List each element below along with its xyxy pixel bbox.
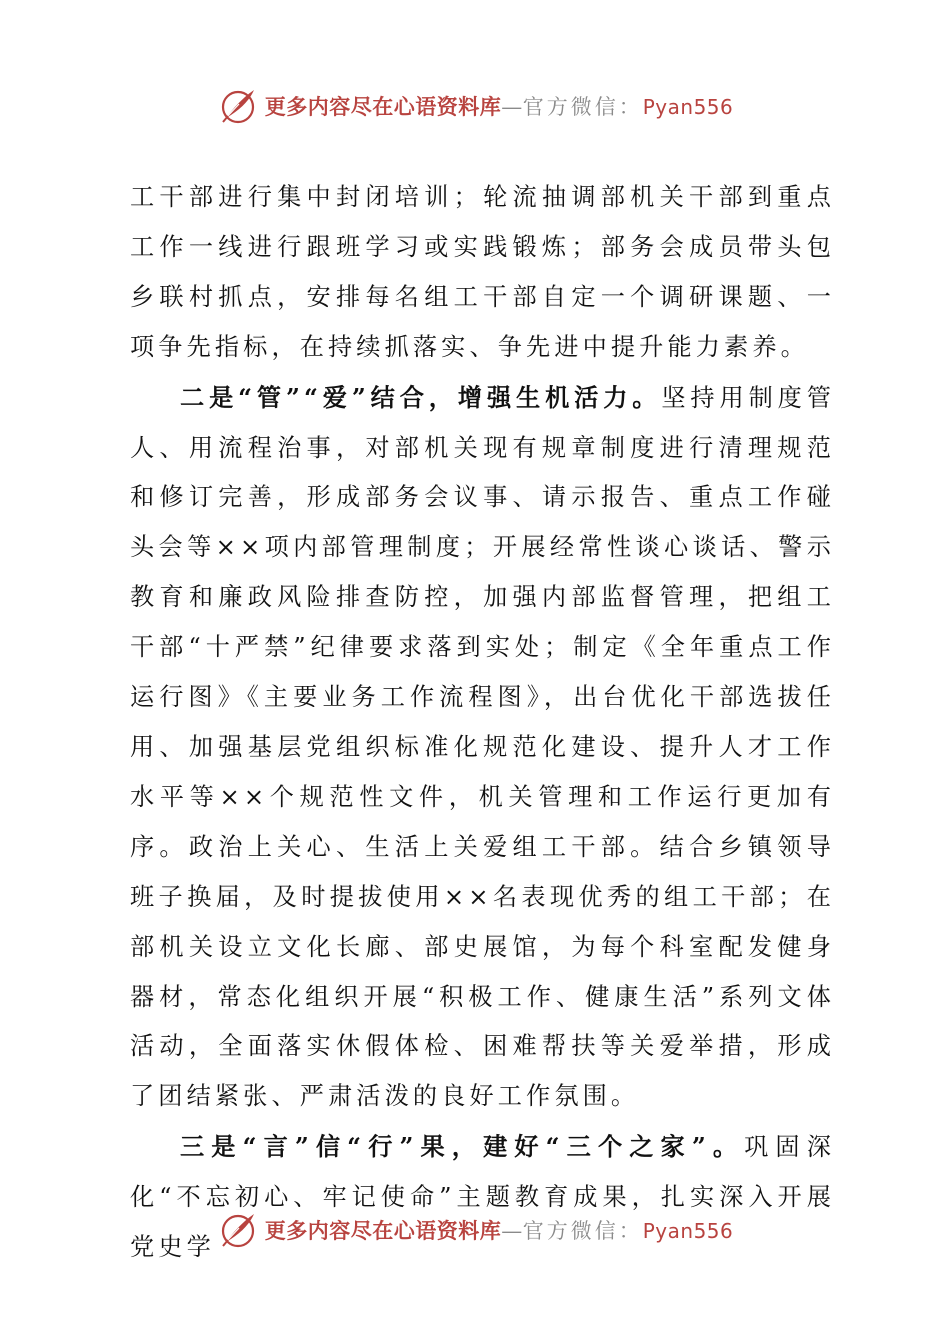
paragraph-2-lead: 二是“管”“爱”结合，增强生机活力。 (180, 382, 662, 412)
header-brand: 更多内容尽在心语资料库 (264, 94, 502, 119)
header-separator: — (501, 95, 523, 119)
paragraph-3-text: 巩固深化“不忘初心、牢记使命”主题教育成果，扎实深入开展党史学 (130, 1133, 835, 1262)
footer-wechat-id: Pyan556 (642, 1219, 734, 1243)
paragraph-1 (130, 173, 835, 373)
header-wechat-id: Pyan556 (642, 95, 734, 119)
header-wechat-label: 官方微信： (522, 95, 643, 119)
footer-brand: 更多内容尽在心语资料库 (264, 1218, 502, 1243)
paragraph-1-text: 工干部进行集中封闭培训；轮流抽调部机关干部到重点工作一线进行跟班学习或实践锻炼；部务会成员带头包乡联村抓点，安排每名组工干部自定一个调研课题、一项争先指标，在持续抓落实、争先进中提升能力素养。 (130, 183, 835, 361)
paragraph-2-text: 坚持用制度管人、用流程治事，对部机关现有规章制度进行清理规范和修订完善，形成部务会议事、请示报告、重点工作碰头会等××项内部管理制度；开展经常性谈心谈话、警示教育和廉政风险排查防控，加强内部监督管理，把组工干部“十严禁”纪律要求落到实处；制定《全年重点工作运行图》《主要业务工作流程图》，出台优化干部选拔任用、加强基层党组织标准化规范化建设、提升人才工作水平等××个规范性文件，机关管理和工作运行更加有序。政治上关心、生活上关爱组工干部。结合乡镇领导班子换届，及时提拔使用××名表现优秀的组工干部；在部机关设立文化长廊、部史展馆，为每个科室配发健身器材，常态化组织开展“积极工作、健康生活”系列文体活动，全面落实休假体检、困难帮扶等关爱举措，形成了团结紧张、严肃活泼的良好工作氛围。 (130, 383, 835, 1111)
paragraph-3-lead: 三是“言”信“行”果，建好“三个之家”。 (180, 1132, 745, 1162)
footer-wechat-label: 官方微信： (522, 1219, 643, 1243)
quill-pen-logo-icon (217, 85, 259, 127)
header-banner-text (265, 91, 734, 121)
header-banner (0, 81, 950, 131)
quill-pen-logo-icon (217, 1209, 259, 1251)
footer-separator: — (501, 1219, 523, 1243)
document-body (130, 173, 835, 1273)
paragraph-2 (130, 373, 835, 1123)
footer-banner-text (265, 1215, 734, 1245)
footer-banner (0, 1205, 950, 1255)
